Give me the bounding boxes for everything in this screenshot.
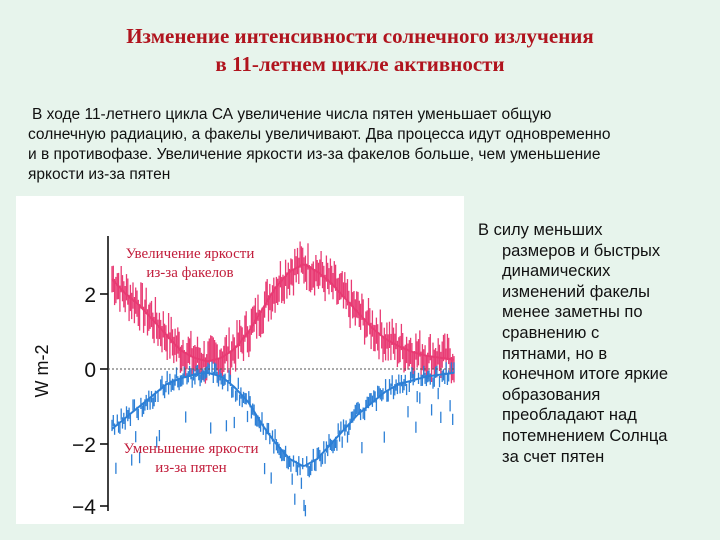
side-line: изменений факелы <box>502 282 650 301</box>
faculae-annotation-line: Увеличение яркости <box>125 246 255 262</box>
title-line: Изменение интенсивности солнечного излучения <box>126 24 594 48</box>
intro-line: В ходе 11-летнего цикла СА увеличение числа пятен уменьшает общую <box>32 106 552 123</box>
y-tick-label: −4 <box>72 496 96 519</box>
side-line: пятнами, но в <box>502 344 608 363</box>
intro-line: яркости из-за пятен <box>28 166 171 183</box>
intro-line: и в противофазе. Увеличение яркости из-за факелов больше, чем уменьшение <box>28 146 601 163</box>
intro-line: солнечную радиацию, а факелы увеличивают. Два процесса идут одновременно <box>28 126 611 143</box>
side-line: сравнению с <box>502 323 600 342</box>
spots-series <box>112 362 454 517</box>
side-explanation <box>478 220 710 467</box>
y-tick-label: −2 <box>72 434 96 457</box>
side-line: преобладают над <box>502 406 637 425</box>
side-line: менее заметны по <box>502 303 643 322</box>
side-line: потемнением Солнца <box>502 426 668 445</box>
y-axis-label: W m-2 <box>32 344 52 398</box>
side-line: размеров и быстрых <box>502 241 661 260</box>
y-tick-label: 0 <box>84 359 96 382</box>
slide-title <box>0 22 720 78</box>
side-line: образования <box>502 385 601 404</box>
chart-svg <box>16 196 464 524</box>
faculae-series <box>112 242 454 385</box>
y-tick-label: 2 <box>84 284 96 307</box>
spots-annotation-line: из-за пятен <box>155 460 227 476</box>
faculae-annotation-line: из-за факелов <box>146 265 234 281</box>
title-line: в 11-летнем цикле активности <box>215 52 505 76</box>
irradiance-chart <box>16 196 464 524</box>
spots-annotation-line: Уменьшение яркости <box>123 441 259 457</box>
side-line: динамических <box>502 262 611 281</box>
side-line: за счет пятен <box>502 447 605 466</box>
intro-paragraph <box>28 105 700 185</box>
side-line: В силу меньших <box>478 221 603 239</box>
side-line: конечном итоге яркие <box>502 365 669 384</box>
